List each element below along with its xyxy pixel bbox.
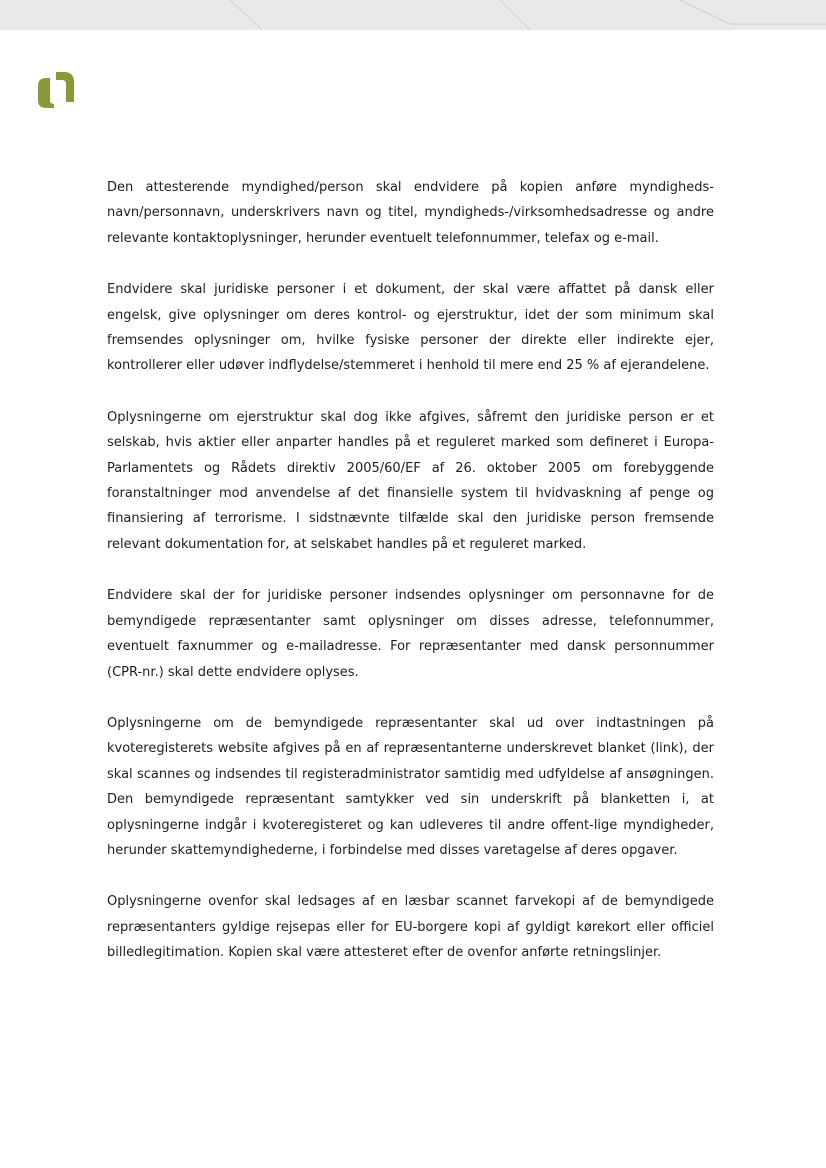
paragraph-id-copy: Oplysningerne ovenfor skal ledsages af en læsbar scannet farvekopi af de bemyndigede repræsentanters gyldige rejsepas eller for EU-borgere kopi af gyldigt kørekort eller officiel billedlegitimation. Kopien skal være attesteret efter de ovenfor anførte retningslinjer. [107, 894, 714, 961]
paragraph-representatives: Endvidere skal der for juridiske personer indsendes oplysninger om personnavne for de bemyndigede repræsentanter samt oplysninger om disses adresse, telefonnummer, eventuelt faxnummer og e-mailadresse. For repræsentanter med dansk personnummer (CPR-nr.) skal dette endvidere oplyses. [107, 588, 714, 680]
header-band [0, 0, 826, 30]
organization-logo-icon [36, 72, 76, 108]
paragraph-ownership-structure: Endvidere skal juridiske personer i et dokument, der skal være affattet på dansk eller engelsk, give oplysninger om deres kontrol- og ejerstruktur, idet der som minimum skal fremsendes oplysninger om, hvilke fysiske personer der direkte eller indirekte ejer, kontrollerer eller udøver indflydelse/stemmeret i henhold til mere end 25 % af ejerandelene. [107, 282, 714, 374]
paragraph-signed-form: Oplysningerne om de bemyndigede repræsentanter skal ud over indtastningen på kvoteregisterets website afgives på en af repræsentanterne underskrevet blanket (link), der skal scannes og indsendes til registeradministrator samtidig med udfyldelse af ansøgningen. Den bemyndigede repræsentant samtykker ved sin underskrift på blanketten i, at oplysningerne indgår i kvoteregisteret og kan udleveres til andre offent-lige myndigheder, herunder skattemyndighederne, i forbindelse med disses varetagelse af deres opgaver. [107, 715, 714, 858]
header-decoration [0, 0, 826, 30]
paragraph-attestation: Den attesterende myndighed/person skal endvidere på kopien anføre myndigheds-navn/personnavn, underskrivers navn og titel, myndigheds-/virksomhedsadresse og andre relevante kontaktoplysninger, herunder eventuelt telefonnummer, telefax og e-mail. [107, 180, 714, 246]
document-body [107, 175, 714, 992]
paragraph-regulated-market: Oplysningerne om ejerstruktur skal dog ikke afgives, såfremt den juridiske person er et selskab, hvis aktier eller anparter handles på et reguleret marked som defineret i Europa-Parlamentets og Rådets direktiv 2005/60/EF af 26. oktober 2005 om forebyggende foranstaltninger mod anvendelse af det finansielle system til hvidvaskning af penge og finansiering af terrorisme. I sidstnævnte tilfælde skal den juridiske person fremsende relevant dokumentation for, at selskabet handles på et reguleret marked. [107, 409, 714, 552]
